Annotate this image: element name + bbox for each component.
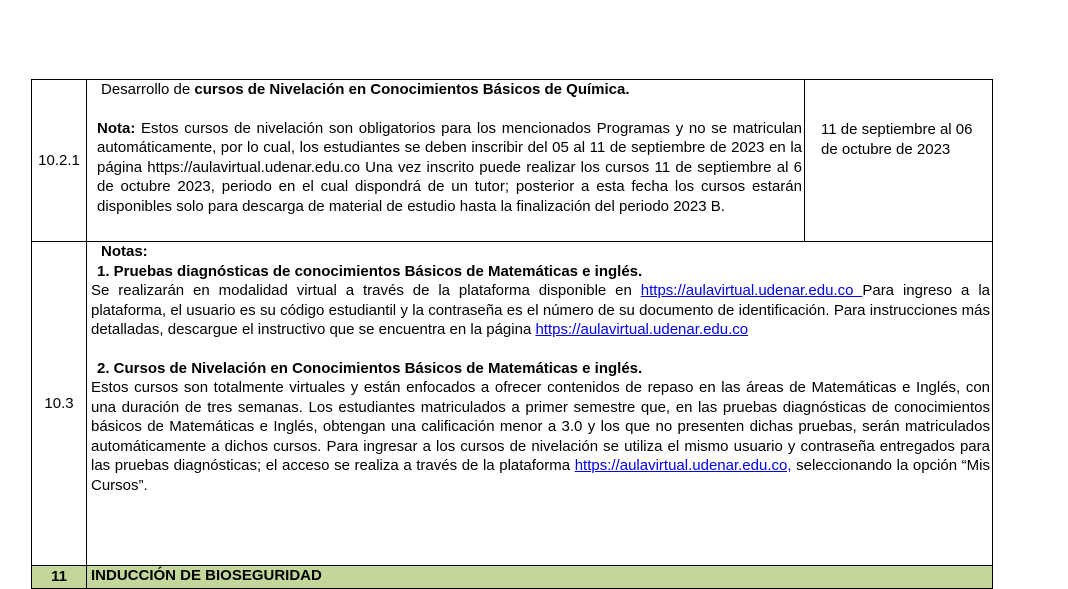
row-title: Desarrollo de cursos de Nivelación en Conocimientos Básicos de Química.	[101, 81, 630, 98]
item1-title: 1. Pruebas diagnósticas de conocimientos Básicos de Matemáticas e inglés.	[97, 262, 643, 280]
item1-text: Se realizarán en modalidad virtual a través de la plataforma disponible en https://aulavirtual.udenar.edu.co Para ingreso a la plataforma, el usuario es su código estudiantil y la contraseña es el número de su documento de identificación. Para instrucciones más detalladas, descargue el instructivo que se encuentra en la página https://aulavirtual.udenar.edu.co	[91, 282, 990, 338]
row-date: 11 de septiembre al 06 de octubre de 2023	[805, 80, 993, 242]
schedule-table	[31, 79, 993, 589]
aulavirtual-link[interactable]: https://aulavirtual.udenar.edu.co	[535, 321, 749, 338]
table-row	[32, 80, 993, 242]
row-number: 11	[32, 566, 87, 589]
item2-text: Estos cursos son totalmente virtuales y están enfocados a ofrecer contenidos de repaso en las áreas de Matemáticas e Inglés, con una duración de tres semanas. Los estudiantes matriculados a primer semestre que, en las pruebas diagnósticas de conocimientos básicos de Matemáticas e Inglés, obtengan una calificación menor a 3.0 y los que no presenten dichas pruebas, serán matriculados automáticamente a dichos cursos. Para ingresar a los cursos de nivelación se utiliza el mismo usuario y contraseña entregados para las pruebas diagnósticas; el acceso se realiza a través de la plataforma https://aulavirtual.udenar.edu.co, seleccionando la opción “Mis Cursos”.	[91, 379, 990, 494]
row-number: 10.2.1	[32, 80, 87, 242]
table-row	[32, 242, 993, 566]
row-note: Nota: Estos cursos de nivelación son obligatorios para los mencionados Programas y no se matriculan automáticamente, por lo cual, los estudiantes se deben inscribir del 05 al 11 de septiembre de 2023 en la página https://aulavirtual.udenar.edu.co Una vez inscrito puede realizar los cursos 11 de septiembre al 6 de octubre 2023, periodo en el cual dispondrá de un tutor; posterior a esta fecha los cursos estarán disponibles solo para descarga de material de estudio hasta la finalización del periodo 2023 B.	[97, 119, 802, 215]
section-title: INDUCCIÓN DE BIOSEGURIDAD	[87, 566, 993, 589]
item2-title: 2. Cursos de Nivelación en Conocimientos Básicos de Matemáticas e inglés.	[97, 359, 643, 377]
row-number: 10.3	[32, 242, 87, 566]
row-description	[87, 80, 805, 242]
section-header-row	[32, 566, 993, 589]
aulavirtual-link[interactable]: https://aulavirtual.udenar.edu.co,	[574, 457, 792, 474]
aulavirtual-link[interactable]: https://aulavirtual.udenar.edu.co	[640, 282, 863, 299]
row-description	[87, 242, 993, 566]
notes-label: Notas:	[101, 243, 148, 260]
